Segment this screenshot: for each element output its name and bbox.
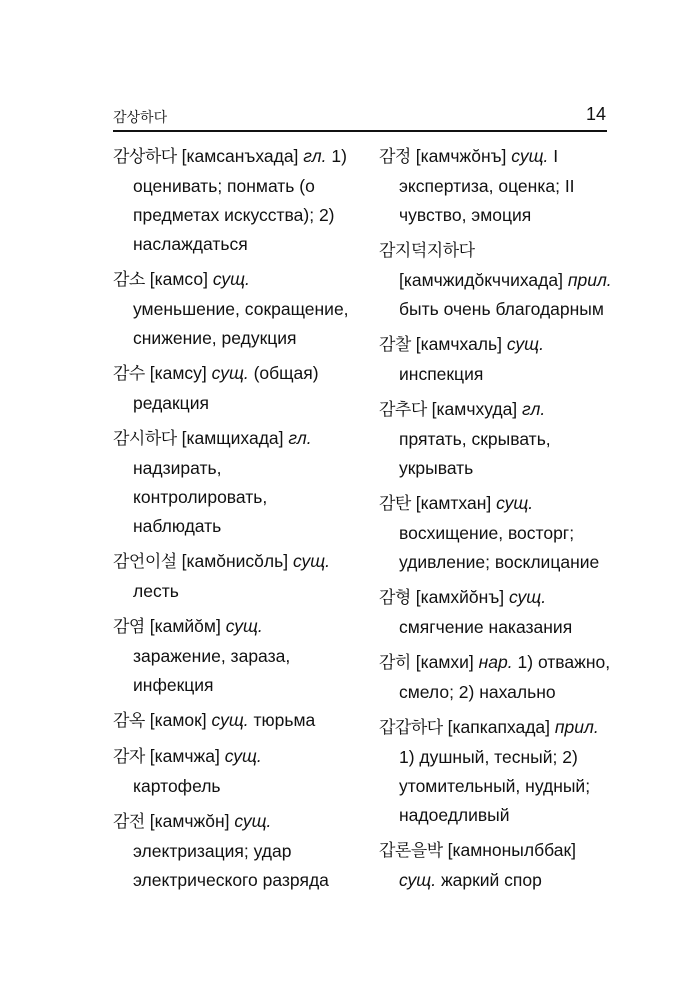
entry-part-of-speech: сущ. [509, 587, 547, 607]
dictionary-entry [113, 547, 349, 606]
entry-headword: 감언이설 [113, 552, 177, 572]
dictionary-entry [113, 807, 349, 895]
entry-part-of-speech: сущ. [399, 870, 437, 890]
entry-pronunciation: [камчхаль] [415, 334, 502, 354]
entry-definition: лесть [133, 581, 179, 601]
entry-pronunciation: [камйŏм] [149, 616, 221, 636]
entry-definition: быть очень благодарным [399, 299, 604, 319]
entry-pronunciation: [камсанъхада] [181, 146, 299, 166]
dictionary-entry [379, 395, 615, 483]
entry-definition: жаркий спор [440, 870, 542, 890]
entry-definition: 1) душный, тесный; 2) утомительный, нудный; надоедливый [399, 747, 591, 825]
dictionary-entry [379, 236, 615, 324]
entry-definition: электризация; удар электрического разряда [133, 841, 329, 890]
dictionary-entry [113, 265, 349, 353]
entry-pronunciation: [камчжŏн] [149, 811, 230, 831]
entry-headword: 감탄 [379, 494, 411, 514]
entry-definition: (общая) редакция [133, 363, 319, 413]
entry-part-of-speech: сущ. [212, 269, 250, 289]
entry-definition: тюрьма [253, 710, 316, 730]
entry-headword: 갑갑하다 [379, 718, 443, 738]
entry-pronunciation: [камнонылббак] [447, 840, 576, 860]
dictionary-entry [379, 648, 615, 707]
page-header [113, 103, 607, 132]
header-rule [113, 130, 607, 132]
dictionary-entry [113, 359, 349, 418]
entry-definition: 1) оценивать; понмать (о предметах искусства); 2) наслаждаться [133, 146, 347, 254]
right-column [379, 142, 615, 901]
entry-part-of-speech: сущ. [496, 493, 534, 513]
entry-pronunciation: [камчжа] [149, 746, 220, 766]
entry-definition: картофель [133, 776, 221, 796]
entry-pronunciation: [камсо] [149, 269, 208, 289]
entry-headword: 감정 [379, 147, 411, 167]
entry-pronunciation: [камчжидŏкччихада] [399, 270, 563, 290]
entry-pronunciation: [камтхан] [415, 493, 492, 513]
entry-definition: прятать, скрывать, укрывать [399, 429, 551, 478]
entry-part-of-speech: сущ. [211, 363, 249, 383]
dictionary-entry [113, 706, 349, 736]
entry-definition: смягчение наказания [399, 617, 573, 637]
entry-headword: 감히 [379, 653, 411, 673]
entry-headword: 감소 [113, 270, 145, 290]
entry-definition: 1) отважно, смело; 2) нахально [399, 652, 611, 702]
entry-headword: 감자 [113, 747, 145, 767]
entry-pronunciation: [камсу] [149, 363, 207, 383]
entry-part-of-speech: гл. [303, 146, 327, 166]
entry-headword: 감수 [113, 364, 145, 384]
entry-headword: 감전 [113, 812, 145, 832]
entry-pronunciation: [камхйŏнъ] [415, 587, 505, 607]
dictionary-entry [113, 742, 349, 801]
entry-headword: 감상하다 [113, 147, 177, 167]
entry-headword: 감추다 [379, 400, 427, 420]
entry-definition: инспекция [399, 364, 484, 384]
entry-pronunciation: [камчжŏнъ] [415, 146, 507, 166]
dictionary-entry [379, 489, 615, 577]
entry-definition: уменьшение, сокращение, снижение, редукция [133, 299, 349, 348]
entry-part-of-speech: сущ. [225, 616, 263, 636]
entry-headword: 감옥 [113, 711, 145, 731]
dictionary-entry [379, 330, 615, 389]
entry-headword: 갑론을박 [379, 841, 443, 861]
entry-headword: 감염 [113, 617, 145, 637]
dictionary-entry [379, 836, 615, 895]
entry-part-of-speech: сущ. [224, 746, 262, 766]
dictionary-entry [379, 142, 615, 230]
entry-pronunciation: [камŏнисŏль] [181, 551, 289, 571]
entry-part-of-speech: сущ. [211, 710, 249, 730]
entry-headword: 감지덕지하다 [379, 241, 475, 261]
entry-headword: 감시하다 [113, 429, 177, 449]
running-head: 감상하다 [113, 110, 168, 126]
entry-part-of-speech: гл. [288, 428, 312, 448]
entry-part-of-speech: нар. [478, 652, 513, 672]
entry-headword: 감형 [379, 588, 411, 608]
entry-part-of-speech: сущ. [506, 334, 544, 354]
entry-definition: надзирать, контролировать, наблюдать [133, 458, 268, 536]
dictionary-entry [113, 142, 349, 259]
dictionary-entry [113, 424, 349, 541]
entry-part-of-speech: прил. [554, 717, 599, 737]
entry-pronunciation: [камчхуда] [431, 399, 518, 419]
entry-part-of-speech: сущ. [292, 551, 331, 571]
entry-part-of-speech: прил. [567, 270, 612, 290]
page-number: 14 [585, 104, 606, 124]
entry-part-of-speech: сущ. [511, 146, 549, 166]
dictionary-entry [379, 583, 615, 642]
entry-part-of-speech: сущ. [234, 811, 272, 831]
entry-pronunciation: [камхи] [415, 652, 474, 672]
entry-headword: 감찰 [379, 335, 411, 355]
entry-pronunciation: [камок] [149, 710, 207, 730]
entry-definition: восхищение, восторг; удивление; восклицание [399, 523, 600, 572]
entry-pronunciation: [камщихада] [181, 428, 284, 448]
left-column [113, 142, 349, 901]
entry-definition: заражение, зараза, инфекция [133, 646, 291, 695]
dictionary-entry [113, 612, 349, 700]
dictionary-entry [379, 713, 615, 830]
entry-part-of-speech: гл. [522, 399, 546, 419]
entry-definition: I экспертиза, оценка; II чувство, эмоция [399, 146, 575, 225]
entry-pronunciation: [капкапхада] [447, 717, 551, 737]
